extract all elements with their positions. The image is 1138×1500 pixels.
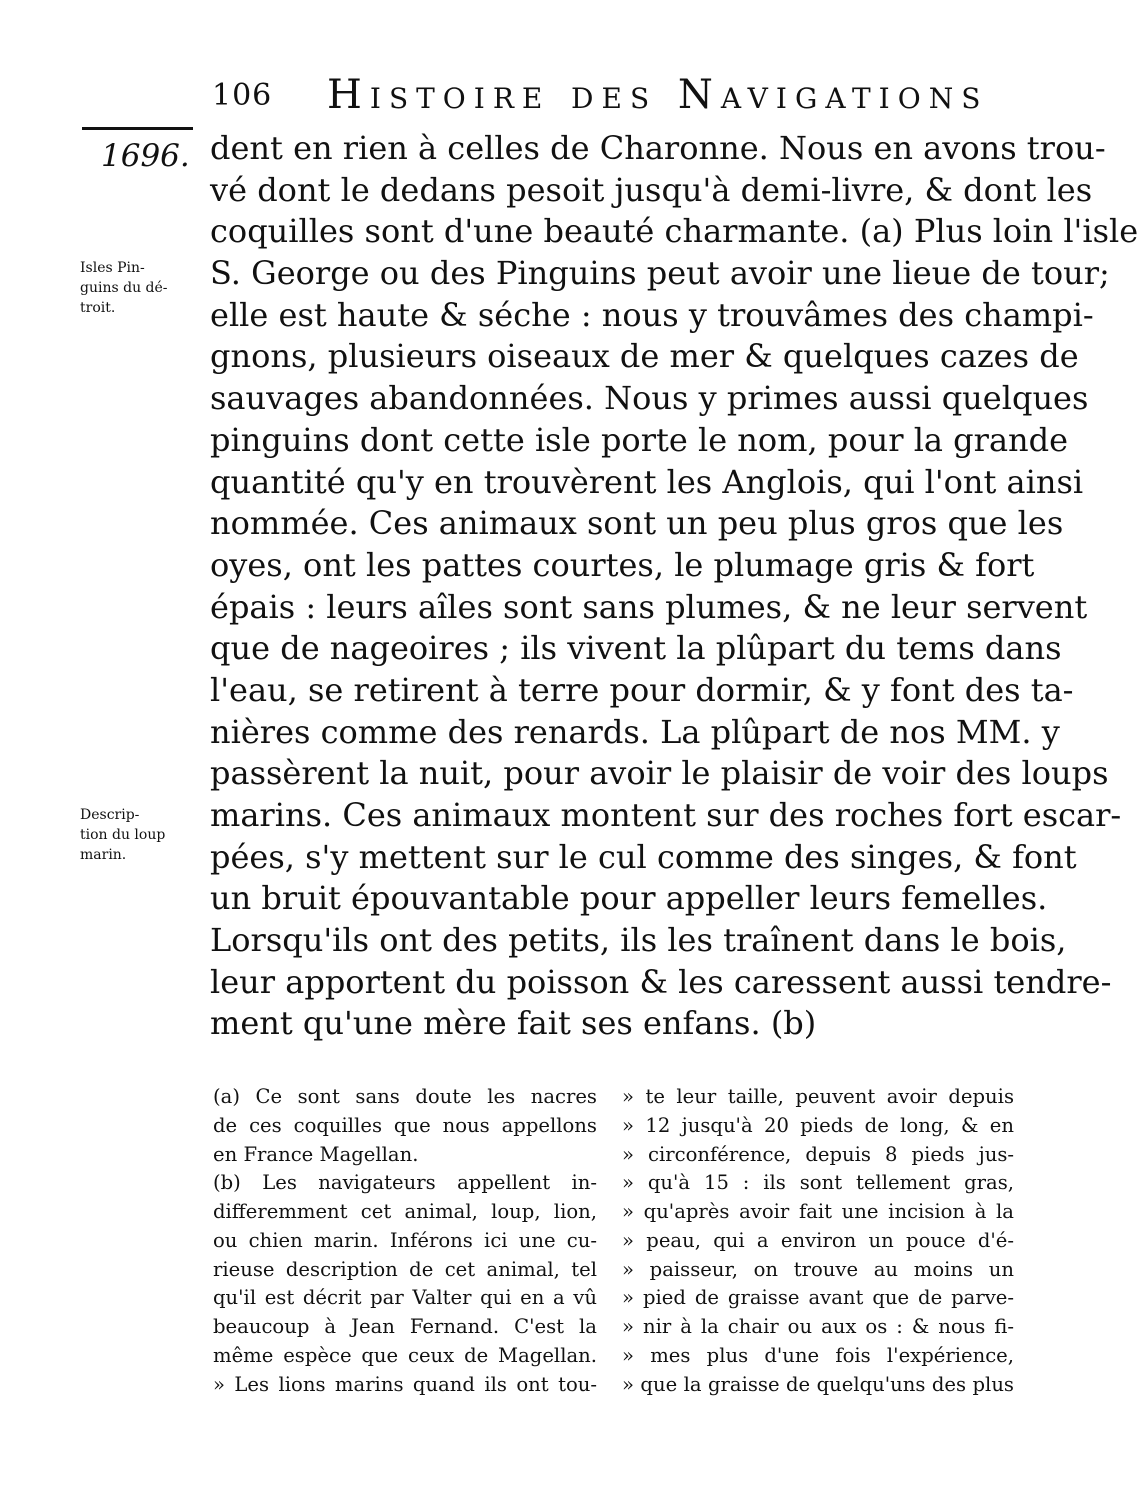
text-line: nières comme des renards. La plûpart de nos MM. y — [210, 712, 1060, 751]
footnote-line: » te leur taille, peuvent avoir depuis — [622, 1085, 1014, 1108]
running-head — [212, 72, 1012, 120]
text-line: vé dont le dedans pesoit jusqu'à demi-livre, & dont les — [210, 170, 1093, 209]
footnote-line: » circonférence, depuis 8 pieds jus- — [622, 1142, 1014, 1166]
footnote-line: » mes plus d'une fois l'expérience, — [622, 1343, 1014, 1367]
text-line: pées, s'y mettent sur le cul comme des singes, & font — [210, 837, 1077, 876]
footnote-line: beaucoup à Jean Fernand. C'est la — [213, 1315, 597, 1338]
footnote-line: » pied de graisse avant que de parve- — [622, 1286, 1014, 1310]
text-line: quantité qu'y en trouvèrent les Anglois, qui l'ont ainsi — [210, 462, 1084, 501]
text-line: coquilles sont d'une beauté charmante. (a) Plus loin l'isle — [210, 212, 1138, 251]
footnote-line: qu'il est décrit par Valter qui en a vû — [213, 1286, 597, 1310]
footnote-line: » qu'après avoir fait une incision à la — [622, 1200, 1014, 1223]
text-line: l'eau, se retirent à terre pour dormir, & y font des ta- — [210, 670, 1074, 709]
footnote-line: » 12 jusqu'à 20 pieds de long, & en — [622, 1113, 1014, 1137]
text-line: ment qu'une mère fait ses enfans. (b) — [210, 1004, 817, 1043]
year-rule — [82, 127, 193, 130]
margin-note-loup-marin — [80, 805, 196, 865]
footnote-line: (b) Les navigateurs appellent in- — [213, 1171, 597, 1195]
footnote-line: » que la graisse de quelqu'uns des plus — [622, 1372, 1014, 1396]
text-line: Lorsqu'ils ont des petits, ils les traînent dans le bois, — [210, 921, 1067, 960]
main-text — [210, 128, 1138, 1045]
footnotes-left-column — [213, 1083, 597, 1399]
footnote-line: rieuse description de cet animal, tel — [213, 1257, 597, 1281]
text-line: elle est haute & séche : nous y trouvâmes des champi- — [210, 295, 1094, 334]
footnote-line: même espèce que ceux de Magellan. — [213, 1343, 597, 1367]
text-line: gnons, plusieurs oiseaux de mer & quelques cazes de — [210, 337, 1079, 376]
margin-note-line: tion du loup — [80, 827, 166, 843]
margin-note-line: marin. — [80, 847, 127, 863]
footnote-line: en France Magellan. — [213, 1142, 419, 1166]
text-line: leur apportent du poisson & les caressent aussi tendre- — [210, 962, 1112, 1001]
footnote-line: » peau, qui a environ un pouce d'é- — [622, 1228, 1014, 1252]
margin-note-line: Isles Pin- — [80, 260, 145, 276]
margin-note-line: guins du dé- — [80, 280, 168, 296]
footnotes-right-column — [622, 1083, 1014, 1399]
footnote-line: (a) Ce sont sans doute les nacres — [213, 1085, 597, 1108]
text-line: S. George ou des Pinguins peut avoir une lieue de tour; — [210, 254, 1110, 293]
text-line: dent en rien à celles de Charonne. Nous en avons trou- — [210, 129, 1106, 167]
footnote-line: ou chien marin. Inférons ici une cu- — [213, 1228, 597, 1252]
text-line: passèrent la nuit, pour avoir le plaisir de voir des loups — [210, 754, 1109, 793]
footnote-line: differemment cet animal, loup, lion, — [213, 1200, 597, 1223]
margin-note-pinguins — [80, 258, 196, 318]
footnote-line: » nir à la chair ou aux os : & nous fi- — [622, 1315, 1014, 1338]
text-line: marins. Ces animaux montent sur des roches fort escar- — [210, 796, 1122, 834]
text-line: nommée. Ces animaux sont un peu plus gros que les — [210, 504, 1064, 543]
text-line: sauvages abandonnées. Nous y primes aussi quelques — [210, 379, 1089, 418]
page-number: 106 — [212, 78, 273, 113]
margin-year: 1696. — [101, 138, 190, 174]
text-line: épais : leurs aîles sont sans plumes, & ne leur servent — [210, 587, 1088, 626]
running-title: Histoire des Navigations — [327, 72, 989, 118]
footnote-line: » paisseur, on trouve au moins un — [622, 1257, 1014, 1281]
text-line: pinguins dont cette isle porte le nom, pour la grande — [210, 420, 1069, 459]
footnote-line: » Les lions marins quand ils ont tou- — [213, 1372, 597, 1396]
text-line: oyes, ont les pattes courtes, le plumage gris & fort — [210, 545, 1035, 584]
margin-note-line: troit. — [80, 300, 116, 316]
footnote-line: » qu'à 15 : ils sont tellement gras, — [622, 1171, 1014, 1195]
text-line: que de nageoires ; ils vivent la plûpart du tems dans — [210, 629, 1062, 668]
margin-note-line: Descrip- — [80, 807, 140, 823]
text-line: un bruit épouvantable pour appeller leurs femelles. — [210, 879, 1048, 918]
footnote-line: de ces coquilles que nous appellons — [213, 1113, 597, 1137]
